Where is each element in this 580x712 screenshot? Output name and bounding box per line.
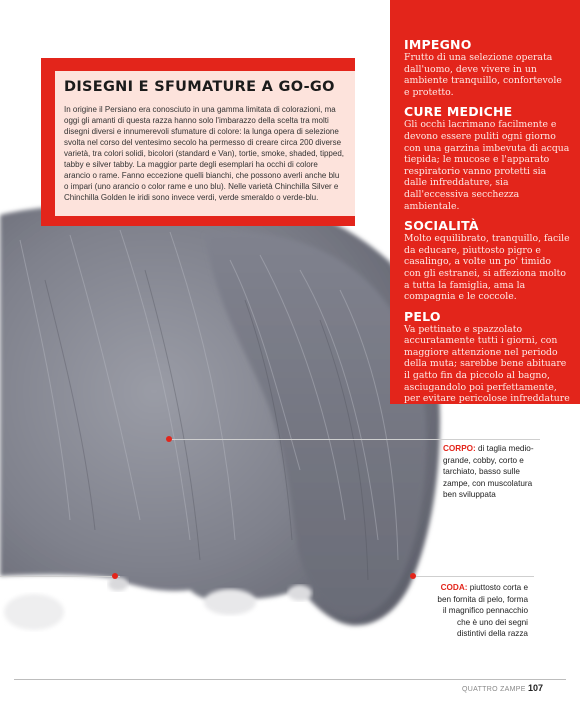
section-title-socialita: SOCIALITÀ: [404, 218, 479, 234]
page-footer: [462, 683, 543, 693]
sidebar-section-socialita: [404, 219, 570, 303]
callout-line-coda: [0, 576, 120, 577]
callout-coda-label: CODA:: [440, 583, 468, 592]
section-title-pelo: PELO: [404, 308, 441, 324]
section-title-cure: CURE MEDICHE: [404, 104, 513, 120]
callout-marker-corpo: [166, 436, 172, 442]
callout-corpo-text: di taglia medio-grande, cobby, corto e tarchiato, basso sulle zampe, con muscolatura ben sviluppata: [443, 444, 534, 499]
callout-corpo-label: CORPO:: [443, 444, 476, 453]
sidebar-section-impegno: [404, 38, 570, 98]
page-number: 107: [527, 683, 543, 693]
callout-corpo: [443, 443, 543, 501]
callout-line-coda-right: [414, 576, 534, 577]
section-text-pelo: Va pettinato e spazzolato accuratamente tutti i giorni, con maggiore attenzione nel periodo della muta; sarebbe bene abituare il gatto fin da piccolo al bagno, asciugandolo poi perfettamente, per evitare pericolose infreddature: [404, 323, 570, 405]
section-text-socialita: Molto equilibrato, tranquillo, facile da educare, piuttosto pigro e casalingo, a volte un po' timido con gli estranei, si affeziona molto a tutta la famiglia, ama la compagnia e le coccole.: [404, 233, 570, 303]
sidebar-section-pelo: [404, 310, 570, 405]
section-text-impegno: Frutto di una selezione operata dall'uomo, deve vivere in un ambiente tranquillo, confortevole e protetto.: [404, 52, 562, 98]
footer-rule: [14, 679, 566, 680]
callout-marker-coda: [410, 573, 416, 579]
callout-coda: [436, 582, 528, 640]
callout-marker-leg: [112, 573, 118, 579]
sidebar-panel: [390, 0, 580, 404]
sidebar-section-cure: [404, 105, 570, 212]
callout-coda-text: piuttosto corta e ben fornita di pelo, forma il magnifico pennacchio che è uno dei segni distintivi della razza: [437, 583, 528, 638]
info-box: [55, 71, 355, 216]
callout-line-corpo: [170, 439, 540, 440]
info-box-body: In origine il Persiano era conosciuto in una gamma limitata di colorazioni, ma oggi gli amanti di questa razza hanno solo l'imbarazzo della scelta tra molti disegni diversi e innumerevoli sfumature di colore: la lunga opera di selezione svolta nel corso del ventesimo secolo ha permesso di creare circa 200 diverse varietà, tra colori solidi, bicolori (standard e Van), tortie, smoke, shaded, tipped, tabby e silver tabby. La maggior parte degli esemplari ha occhi di colore arancio o rame. Fanno eccezione quelli bianchi, che possono averli anche blu o impari (uno arancio o color rame e uno blu). Nelle varietà Chinchilla Silver e Chinchilla Golden le iridi sono invece verdi, verde smeraldo o verde-blu.: [64, 105, 344, 202]
magazine-name: QUATTRO ZAMPE: [462, 686, 526, 693]
section-text-cure: Gli occhi lacrimano facilmente e devono essere puliti ogni giorno con una garzina imbevuta di acqua tiepida; le mucose e l'apparato respiratorio vanno protetti sia dalle infreddature, sia dall'eccessiva secchezza ambientale.: [404, 119, 570, 212]
section-title-impegno: IMPEGNO: [404, 37, 472, 52]
info-box-title: DISEGNI E SFUMATURE A GO-GO: [64, 79, 335, 95]
